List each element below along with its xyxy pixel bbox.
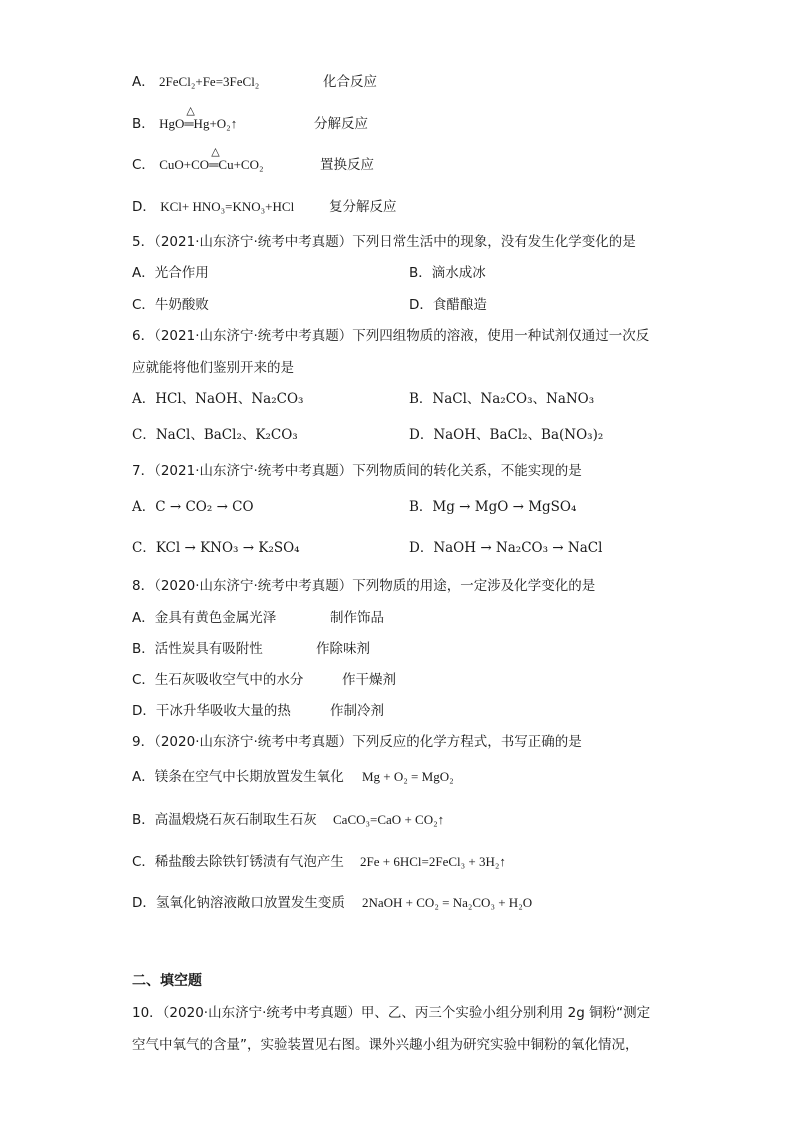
q9-option-d-equation: 2NaOH + CO₂ = Na₂CO₃ + H₂O [362,895,533,910]
equation-part: ═Cu+CO₂ [209,157,264,172]
q9-option-a: A．镁条在空气中长期放置发生氧化 [132,769,344,785]
section-heading: 二、填空题 [132,973,202,989]
q9-option-a-equation: Mg + O₂ = MgO₂ [362,769,454,784]
q5-option-b: B．滴水成冰 [409,265,486,281]
question-6-stem-line1: 6．（2021·山东济宁·统考中考真题）下列四组物质的溶液，使用一种试剂仅通过一次反 [132,328,650,344]
q5-option-c: C．牛奶酸败 [132,297,209,313]
q6-option-d: D．NaOH、BaCl₂、Ba(NO₃)₂ [409,427,604,443]
q8-option-c-use: 作干燥剂 [342,672,396,688]
q9-option-b: B．高温煅烧石灰石制取生石灰 [132,812,317,828]
q7-option-c: C．KCl → KNO₃ → K₂SO₄ [132,540,300,556]
equation-part: HgO [159,116,185,131]
question-8-stem: 8．（2020·山东济宁·统考中考真题）下列物质的用途，一定涉及化学变化的是 [132,578,596,594]
question-6-stem-line2: 应就能将他们鉴别开来的是 [132,360,294,376]
q5-option-d: D．食醋酿造 [409,297,487,313]
equation: KCl+ HNO₃=KNO₃+HCl [160,199,295,214]
q9-option-b-equation: CaCO₃=CaO + CO₂↑ [333,812,445,827]
q5-option-a: A．光合作用 [132,265,209,281]
heat-condition-icon: △ [186,105,195,117]
q8-option-a: A．金具有黄色金属光泽 [132,610,277,626]
question-9-stem: 9．（2020·山东济宁·统考中考真题）下列反应的化学方程式，书写正确的是 [132,734,582,750]
q9-option-c-equation: 2Fe + 6HCl=2FeCl₃ + 3H₂↑ [360,854,506,869]
q7-option-d: D．NaOH → Na₂CO₃ → NaCl [409,540,603,556]
option-label: C． [132,157,155,173]
q9-option-c: C．稀盐酸去除铁钉锈渍有气泡产生 [132,854,344,870]
equation: 2FeCl₂+Fe=3FeCl₂ [159,74,260,89]
q6-option-a: A．HCl、NaOH、Na₂CO₃ [132,391,304,407]
option-label: A． [132,74,155,90]
q7-option-b: B．Mg → MgO → MgSO₄ [409,499,577,515]
q9-option-d: D．氢氧化钠溶液敞口放置发生变质 [132,895,345,911]
q7-option-a: A．C → CO₂ → CO [132,499,254,515]
question-10-line2: 空气中氧气的含量”，实验装置见右图。课外兴趣小组为研究实验中铜粉的氧化情况， [132,1037,639,1053]
option-d-row [132,197,294,217]
option-a-row [132,72,259,92]
question-5-stem: 5．（2021·山东济宁·统考中考真题）下列日常生活中的现象，没有发生化学变化的是 [132,234,636,250]
equation-part: CuO+CO [159,157,210,172]
question-10-line1: 10．（2020·山东济宁·统考中考真题）甲、乙、丙三个实验小组分别利用 2g 铜粉“测定 [132,1005,651,1021]
q6-option-b: B．NaCl、Na₂CO₃、NaNO₃ [409,391,595,407]
option-label: B． [132,116,155,132]
q8-option-d-use: 作制冷剂 [330,703,384,719]
q8-option-d: D．干冰升华吸收大量的热 [132,703,291,719]
q8-option-a-use: 制作饰品 [330,610,384,626]
q6-option-c: C．NaCl、BaCl₂、K₂CO₃ [132,427,298,443]
q8-option-b: B．活性炭具有吸附性 [132,641,263,657]
reaction-type: 化合反应 [323,74,377,90]
heat-condition-icon: △ [211,146,220,158]
reaction-type: 分解反应 [314,116,368,132]
question-7-stem: 7．（2021·山东济宁·统考中考真题）下列物质间的转化关系，不能实现的是 [132,463,582,479]
reaction-type: 置换反应 [320,157,374,173]
reaction-type: 复分解反应 [329,199,397,215]
option-b-row [132,105,238,134]
q8-option-b-use: 作除味剂 [316,641,370,657]
option-c-row [132,146,264,175]
q8-option-c: C．生石灰吸收空气中的水分 [132,672,304,688]
equation-part: ═Hg+O₂↑ [184,116,238,131]
option-label: D． [132,199,156,215]
